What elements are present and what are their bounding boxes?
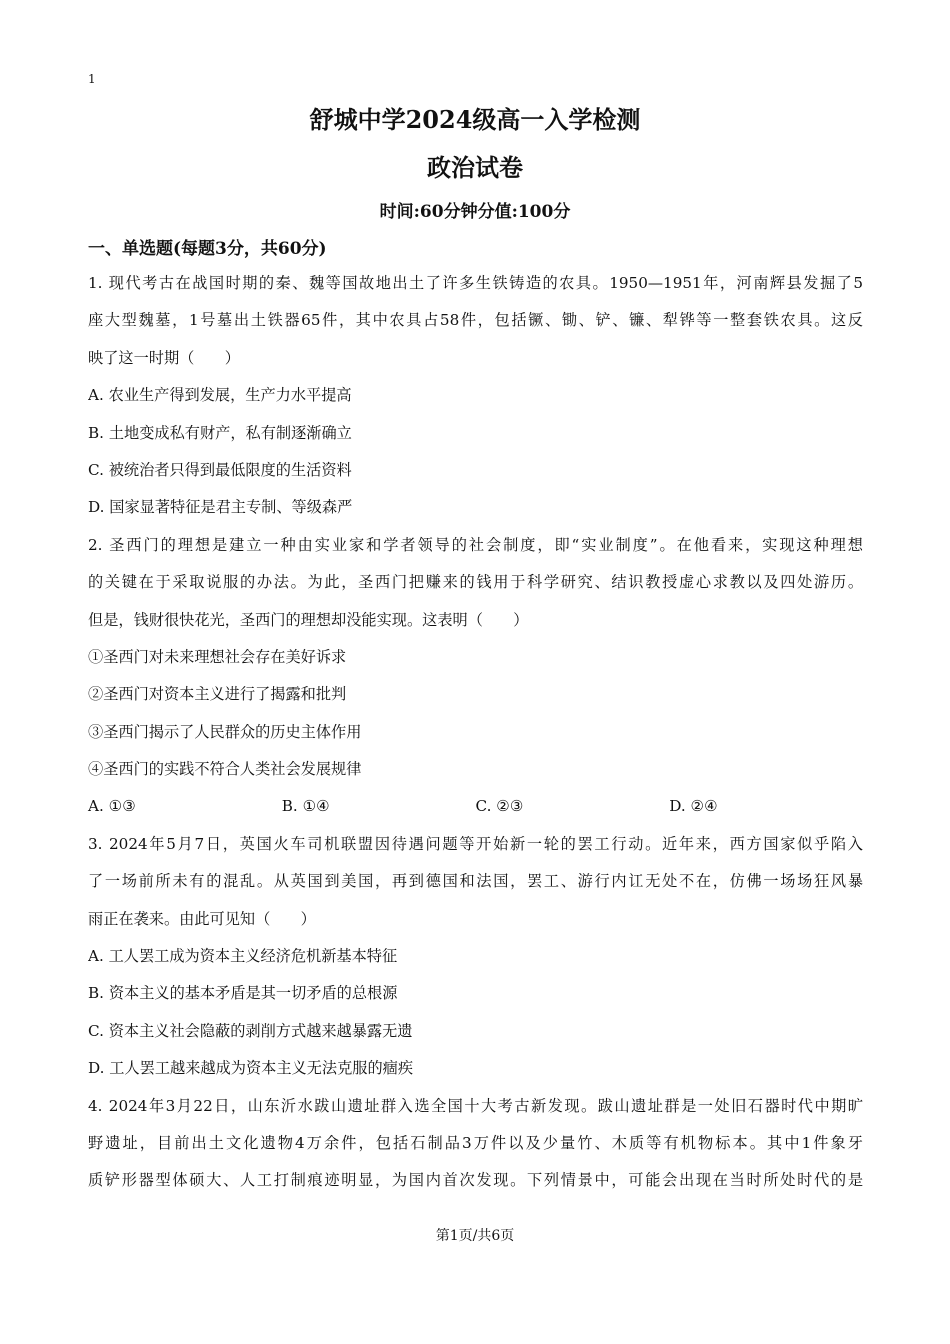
question-1-stem-line: 映了这一时期（ ）	[88, 348, 240, 367]
question-1-option-a: A. 农业生产得到发展，生产力水平提高	[88, 386, 352, 405]
question-1-stem-line: 1. 现代考古在战国时期的秦、魏等国故地出土了许多生铁铸造的农具。1950—1951年，河南辉县发掘了5	[88, 274, 863, 292]
question-2-option-b: B. ①④	[281, 797, 330, 816]
question-3-stem-line: 3. 2024年5月7日，英国火车司机联盟因待遇问题等开始新一轮的罢工行动。近年来，西方国家似乎陷入	[88, 834, 863, 853]
question-2-stem-line: 的关键在于采取说服的办法。为此，圣西门把赚来的钱用于科学研究、结识教授虚心求教以及四处游历。	[88, 573, 863, 592]
question-3-option-a: A. 工人罢工成为资本主义经济危机新基本特征	[88, 947, 398, 966]
subject-title: 政治试卷	[427, 153, 523, 182]
question-2-stem-line: 2. 圣西门的理想是建立一种由实业家和学者领导的社会制度，即“实业制度”。在他看来，实现这种理想	[88, 535, 863, 554]
question-2-stem-line: 但是，钱财很快花光，圣西门的理想却没能实现。这表明（ ）	[88, 610, 529, 629]
question-2-statement-2: ②圣西门对资本主义进行了揭露和批判	[88, 685, 347, 704]
school-title: 舒城中学2024级高一入学检测	[309, 105, 641, 134]
question-2-options	[88, 792, 863, 829]
question-4-stem-line: 质铲形器型体硕大、人工打制痕迹明显，为国内首次发现。下列情景中，可能会出现在当时所处时代的是	[88, 1171, 863, 1190]
question-3-stem-line: 雨正在袭来。由此可见知（ ）	[88, 909, 316, 928]
question-4-stem-line: 4. 2024年3月22日，山东沂水跋山遗址群入选全国十大考古新发现。跋山遗址群是一处旧石器时代中期旷	[88, 1096, 863, 1115]
question-2-option-d: D. ②④	[669, 797, 718, 816]
page-footer: 第1页/共6页	[435, 1228, 515, 1244]
question-2-statement-1: ①圣西门对未来理想社会存在美好诉求	[88, 647, 347, 666]
page-marker: 1	[88, 72, 96, 86]
question-2-option-c: C. ②③	[475, 797, 524, 816]
question-2-statement-4: ④圣西门的实践不符合人类社会发展规律	[88, 760, 362, 779]
question-4-stem-line: 野遗址，目前出土文化遗物4万余件，包括石制品3万件以及少量竹、木质等有机物标本。其中1件象牙	[88, 1133, 863, 1152]
question-1-stem-line: 座大型魏墓，1号墓出土铁器65件，其中农具占58件，包括镢、锄、铲、镰、犁铧等一整套铁农具。这反	[88, 311, 863, 330]
question-list	[88, 269, 863, 1204]
question-1-option-c: C. 被统治者只得到最低限度的生活资料	[88, 460, 352, 479]
question-2-statement-3: ③圣西门揭示了人民群众的历史主体作用	[88, 722, 362, 741]
question-1-option-d: D. 国家显著特征是君主专制、等级森严	[88, 498, 353, 517]
question-2-option-a: A. ①③	[88, 797, 136, 816]
question-3-option-d: D. 工人罢工越来越成为资本主义无法克服的痼疾	[88, 1059, 414, 1078]
question-3-option-b: B. 资本主义的基本矛盾是其一切矛盾的总根源	[88, 984, 398, 1003]
question-1-option-b: B. 土地变成私有财产，私有制逐渐确立	[88, 423, 352, 442]
exam-meta: 时间:60分钟分值:100分	[379, 202, 571, 222]
question-3-option-c: C. 资本主义社会隐蔽的剥削方式越来越暴露无遗	[88, 1021, 413, 1040]
question-3-stem-line: 了一场前所未有的混乱。从英国到美国，再到德国和法国，罢工、游行内讧无处不在，仿佛一场场狂风暴	[88, 872, 863, 891]
section-heading: 一、单选题(每题3分，共60分)	[88, 239, 327, 259]
